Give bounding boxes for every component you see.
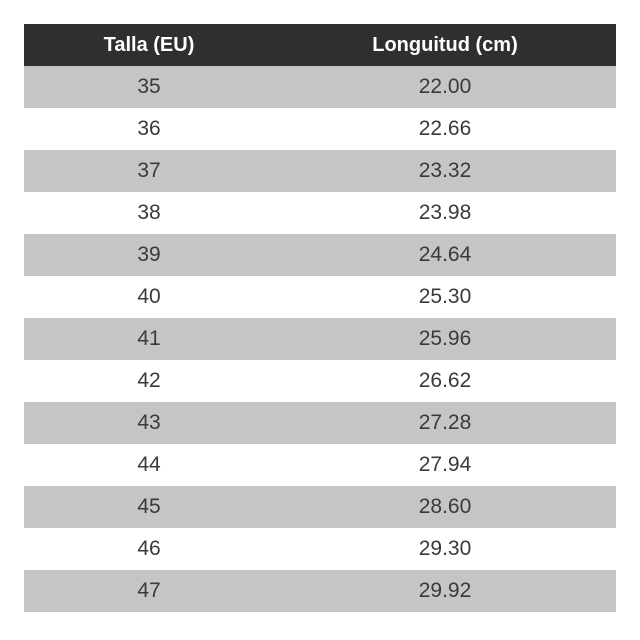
length-cm-cell: 22.00 bbox=[274, 66, 616, 108]
header-length-cm: Longuitud (cm) bbox=[274, 24, 616, 66]
length-cm-cell: 25.96 bbox=[274, 318, 616, 360]
table-row bbox=[24, 486, 616, 528]
size-eu-cell: 41 bbox=[24, 318, 274, 360]
size-eu-cell: 36 bbox=[24, 108, 274, 150]
length-cm-cell: 25.30 bbox=[274, 276, 616, 318]
length-cm-cell: 23.98 bbox=[274, 192, 616, 234]
size-eu-cell: 43 bbox=[24, 402, 274, 444]
size-eu-cell: 39 bbox=[24, 234, 274, 276]
table-row bbox=[24, 150, 616, 192]
table-body bbox=[24, 66, 616, 612]
length-cm-cell: 27.28 bbox=[274, 402, 616, 444]
table-row bbox=[24, 66, 616, 108]
size-eu-cell: 45 bbox=[24, 486, 274, 528]
table-row bbox=[24, 234, 616, 276]
size-eu-cell: 46 bbox=[24, 528, 274, 570]
size-eu-cell: 35 bbox=[24, 66, 274, 108]
length-cm-cell: 27.94 bbox=[274, 444, 616, 486]
table-row bbox=[24, 528, 616, 570]
length-cm-cell: 29.30 bbox=[274, 528, 616, 570]
length-cm-cell: 26.62 bbox=[274, 360, 616, 402]
size-eu-cell: 47 bbox=[24, 570, 274, 612]
table-row bbox=[24, 318, 616, 360]
size-eu-cell: 38 bbox=[24, 192, 274, 234]
table-row bbox=[24, 192, 616, 234]
length-cm-cell: 24.64 bbox=[274, 234, 616, 276]
length-cm-cell: 29.92 bbox=[274, 570, 616, 612]
header-size-eu: Talla (EU) bbox=[24, 24, 274, 66]
size-chart-table bbox=[24, 24, 616, 612]
length-cm-cell: 22.66 bbox=[274, 108, 616, 150]
size-eu-cell: 42 bbox=[24, 360, 274, 402]
table-row bbox=[24, 402, 616, 444]
table-row bbox=[24, 276, 616, 318]
table-row bbox=[24, 444, 616, 486]
size-eu-cell: 40 bbox=[24, 276, 274, 318]
header-row bbox=[24, 24, 616, 66]
length-cm-cell: 28.60 bbox=[274, 486, 616, 528]
table-header bbox=[24, 24, 616, 66]
table-row bbox=[24, 108, 616, 150]
table-row bbox=[24, 570, 616, 612]
table-row bbox=[24, 360, 616, 402]
size-eu-cell: 44 bbox=[24, 444, 274, 486]
size-eu-cell: 37 bbox=[24, 150, 274, 192]
length-cm-cell: 23.32 bbox=[274, 150, 616, 192]
